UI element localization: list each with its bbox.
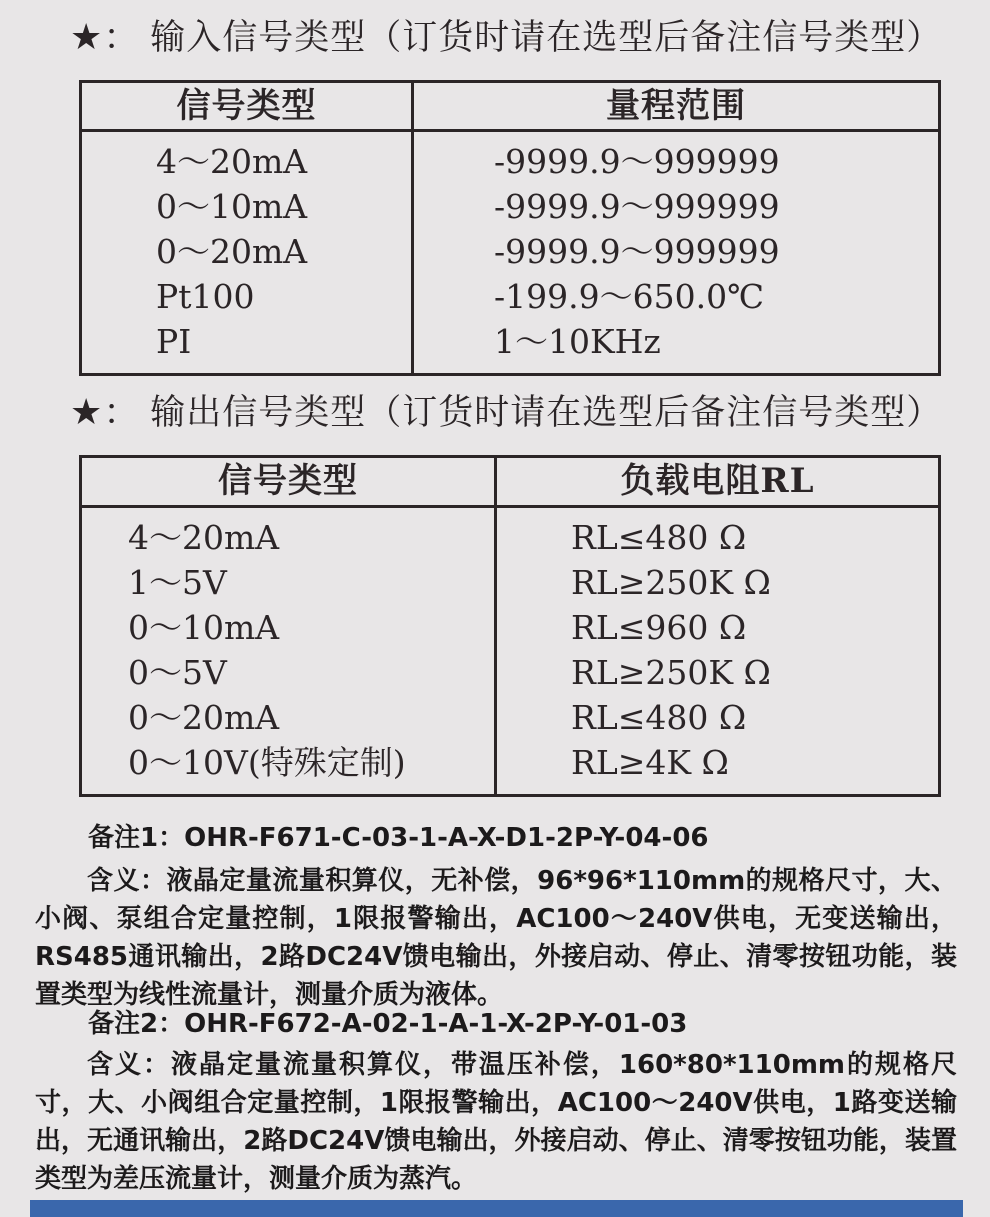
input-signal-heading-text: 输入信号类型（订货时请在选型后备注信号类型） <box>150 18 943 58</box>
star-icon: ★： <box>70 17 141 58</box>
note1-line <box>88 822 968 854</box>
input-table-signal-column <box>82 132 414 373</box>
input-table-range-column <box>414 132 938 373</box>
note1-label: 备注1： <box>88 823 185 853</box>
table-cell: -199.9～650.0℃ <box>494 277 765 316</box>
table-cell: 1～5V <box>128 563 227 602</box>
table-cell: Pt100 <box>156 277 255 316</box>
input-signal-heading <box>70 16 942 60</box>
output-signal-table <box>79 455 941 797</box>
table-cell: 0～20mA <box>128 698 280 737</box>
note2-label: 备注2： <box>88 1009 185 1039</box>
output-table-header-row <box>82 458 938 508</box>
note1-order-code: OHR-F671-C-03-1-A-X-D1-2P-Y-04-06 <box>184 823 709 853</box>
table-cell: RL≤480 Ω <box>571 518 747 557</box>
table-cell: PI <box>156 322 192 361</box>
table-cell: 0～20mA <box>156 232 308 271</box>
col-header-signal-type: 信号类型 <box>82 458 497 505</box>
output-table-body <box>82 508 938 794</box>
table-cell: RL≥250K Ω <box>571 653 771 692</box>
star-icon: ★： <box>70 392 141 433</box>
table-cell: 4～20mA <box>156 142 308 181</box>
table-cell: -9999.9～999999 <box>494 232 780 271</box>
output-table-signal-column <box>82 508 497 794</box>
output-table-load-column <box>497 508 938 794</box>
table-cell: RL≥4K Ω <box>571 743 729 782</box>
table-cell: 1～10KHz <box>494 322 661 361</box>
input-table-header-row <box>82 83 938 132</box>
table-cell: 0～10mA <box>156 187 308 226</box>
output-signal-heading <box>70 391 942 435</box>
input-signal-table <box>79 80 941 376</box>
table-cell: 4～20mA <box>128 518 280 557</box>
table-cell: RL≤480 Ω <box>571 698 747 737</box>
table-cell: 0～10V(特殊定制) <box>128 743 406 782</box>
table-cell: RL≤960 Ω <box>571 608 747 647</box>
col-header-range: 量程范围 <box>606 86 746 126</box>
input-table-body <box>82 132 938 373</box>
table-cell: -9999.9～999999 <box>494 142 780 181</box>
note2-order-code: OHR-F672-A-02-1-A-1-X-2P-Y-01-03 <box>184 1009 688 1039</box>
note1-meaning: 含义：液晶定量流量积算仪，无补偿，96*96*110mm的规格尺寸，大、小阀、泵组合定量控制，1限报警输出，AC100～240V供电，无变送输出，RS485通讯输出，2路DC24V馈电输出，外接启动、停止、清零按钮功能，装置类型为线性流量计，测量介质为液体。 <box>35 866 957 1010</box>
note2-meaning: 含义：液晶定量流量积算仪，带温压补偿，160*80*110mm的规格尺寸，大、小阀组合定量控制，1限报警输出，AC100～240V供电，1路变送输出，无通讯输出，2路DC24V馈电输出，外接启动、停止、清零按钮功能，装置类型为差压流量计，测量介质为蒸汽。 <box>35 1050 957 1194</box>
table-cell: 0～5V <box>128 653 227 692</box>
note2-line <box>88 1008 968 1040</box>
footer-accent-bar <box>30 1200 963 1217</box>
col-header-signal-type: 信号类型 <box>82 83 414 129</box>
output-signal-heading-text: 输出信号类型（订货时请在选型后备注信号类型） <box>150 393 943 433</box>
table-cell: -9999.9～999999 <box>494 187 780 226</box>
table-cell: RL≥250K Ω <box>571 563 771 602</box>
table-cell: 0～10mA <box>128 608 280 647</box>
col-header-load-resistance: 负载电阻RL <box>620 461 815 501</box>
